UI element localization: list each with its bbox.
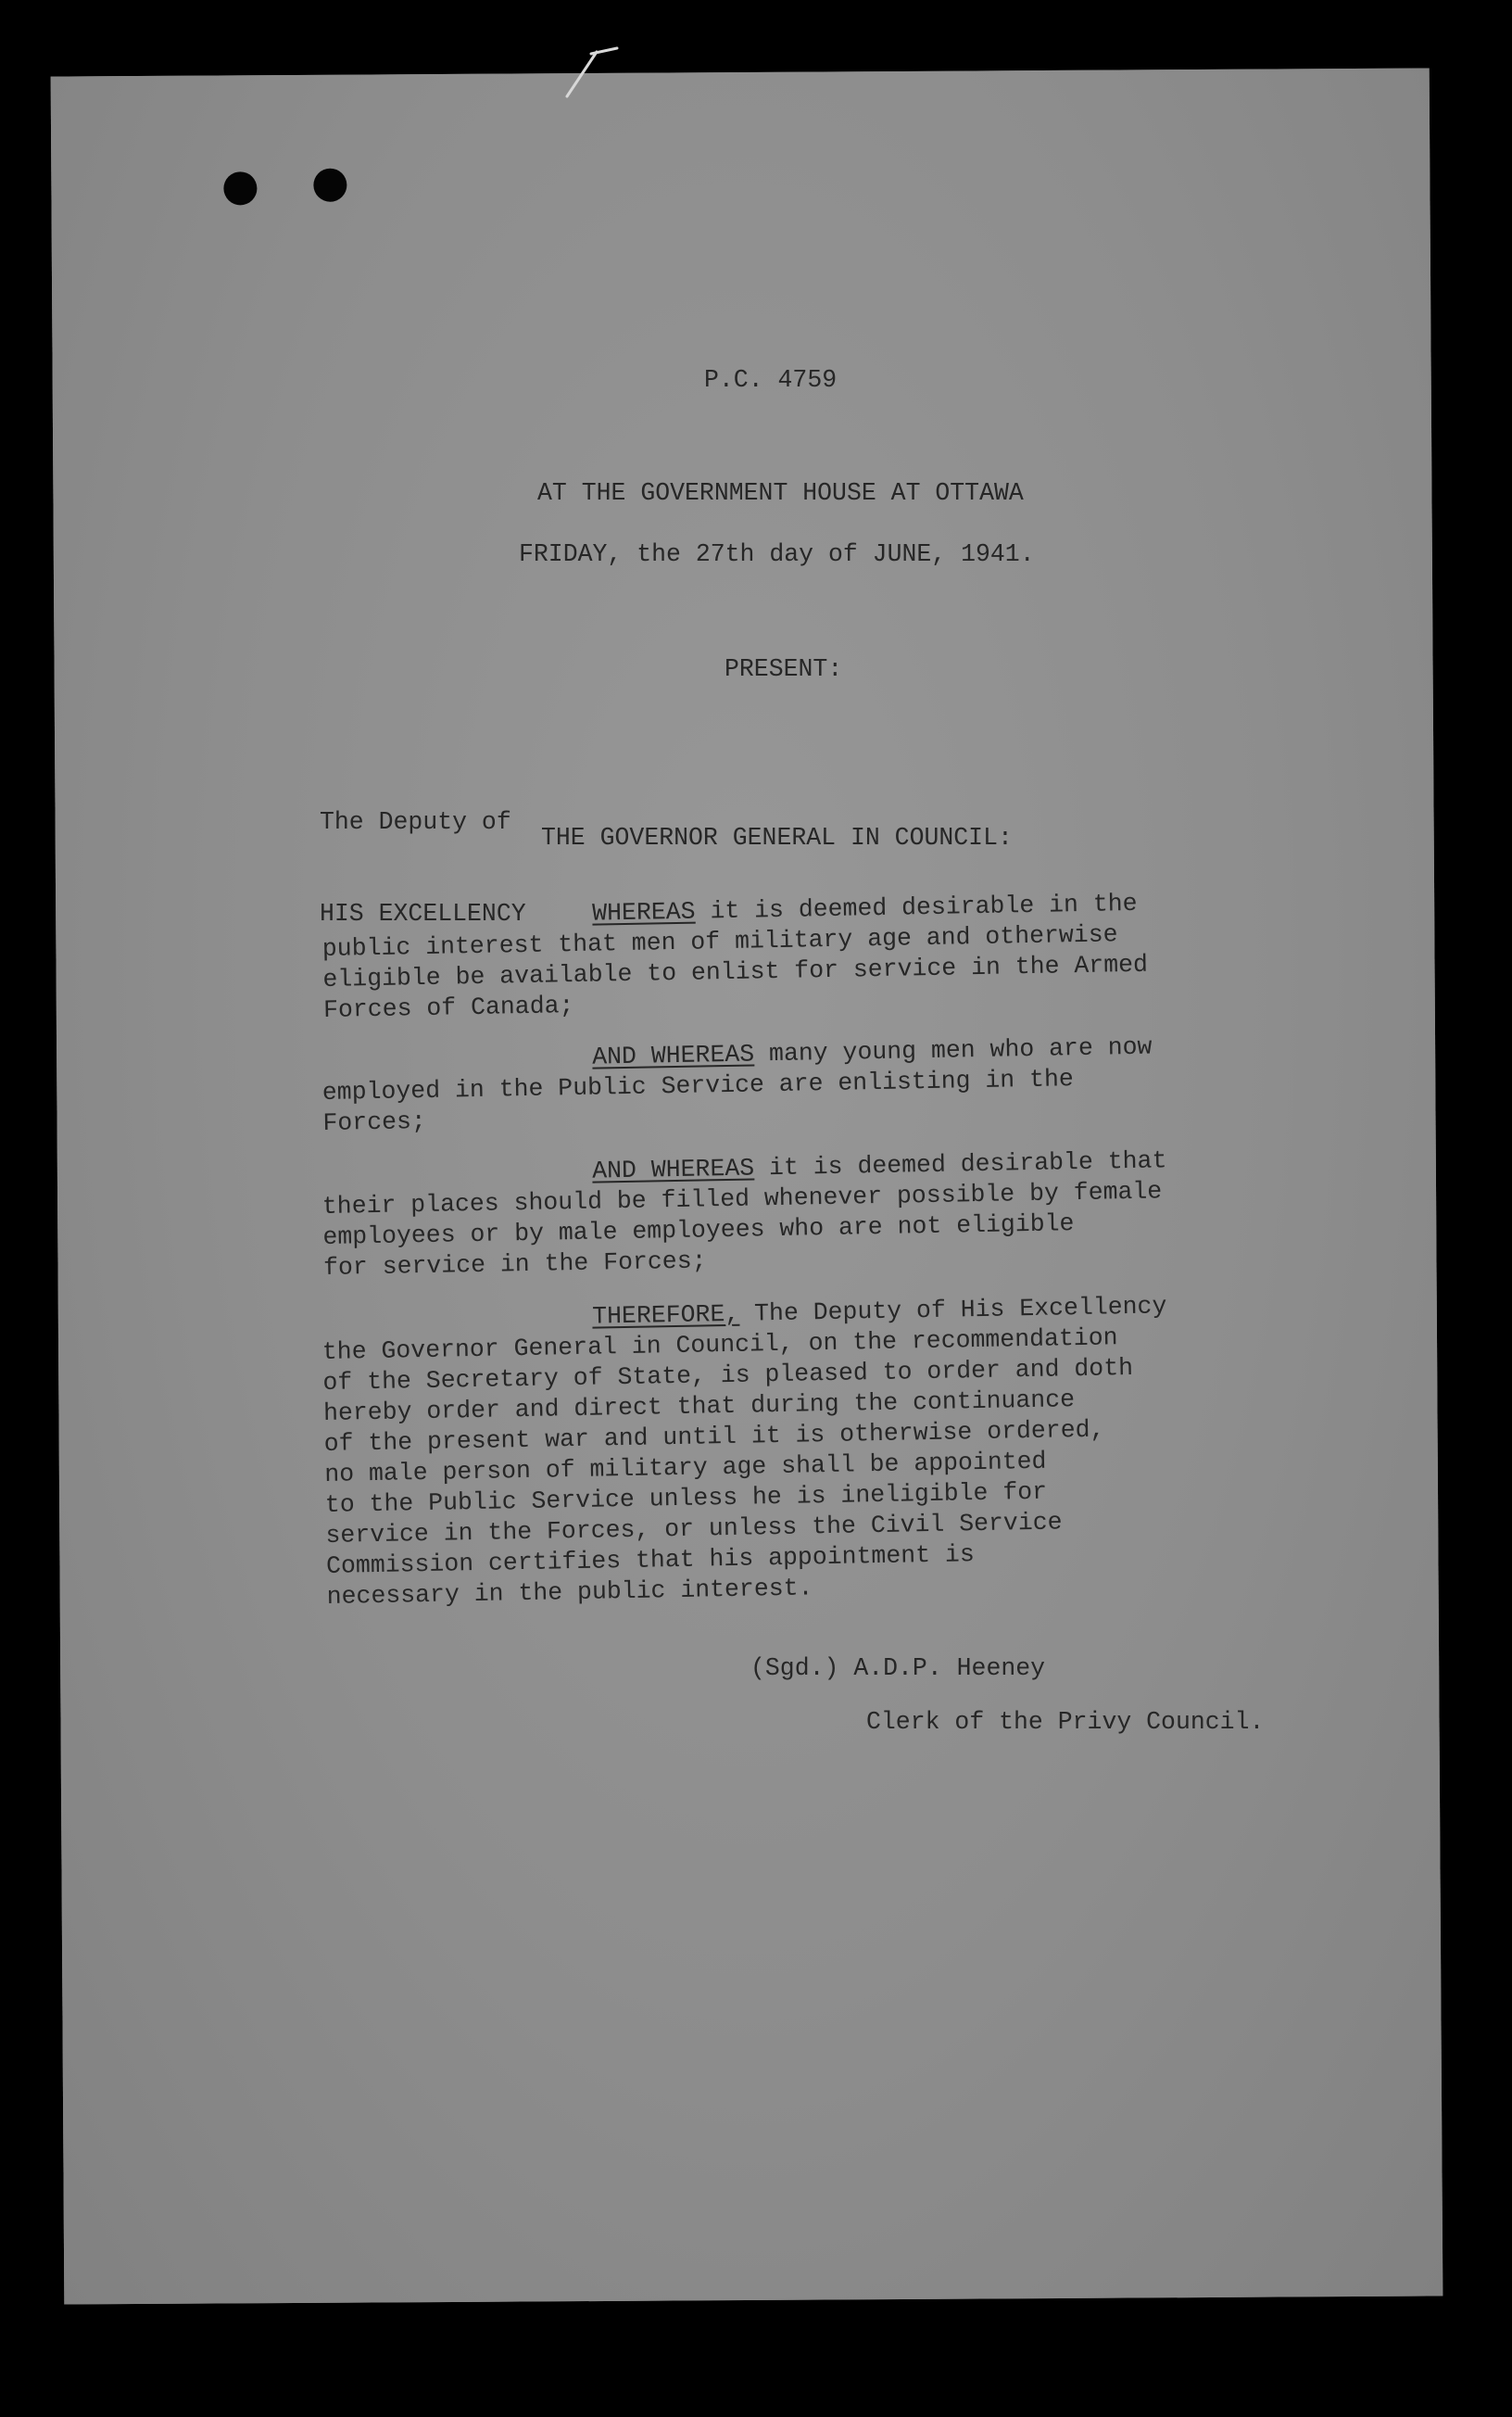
- governor-line: THE GOVERNOR GENERAL IN COUNCIL:: [541, 824, 1013, 852]
- paragraph-whereas: [321, 886, 1296, 1026]
- paragraph-lead: AND WHEREAS: [591, 1040, 755, 1071]
- paragraph-body: it is deemed desirable in the public interest that men of military age and otherwise eligible be available to enlist for service in the Armed Forces of Canada;: [321, 889, 1149, 1024]
- paragraph-lead: WHEREAS: [591, 897, 696, 928]
- addressee-line: HIS EXCELLENCY: [320, 900, 526, 928]
- paragraph-body: The Deputy of His Excellency the Governor General in Council, on the recommendation of the Secretary of State, is pleased to order and doth hereby order and direct that during the continuance of the present war and until it is otherwise ordered, no male person of military age shall be appointed to the Public Service unless he is ineligible for service in the Forces, or unless the Civil Service Commission certifies that his appointment is necessary in the public interest.: [321, 1292, 1167, 1611]
- present-heading: PRESENT:: [724, 655, 843, 683]
- paragraph-therefore: [321, 1289, 1300, 1613]
- paragraph-body: many young men who are now employed in the Public Service are enlisting in the Forces;: [321, 1032, 1153, 1137]
- paragraph-and-whereas: [321, 1144, 1296, 1284]
- signatory-title: Clerk of the Privy Council.: [866, 1708, 1265, 1736]
- signature-line: (Sgd.) A.D.P. Heeney: [750, 1654, 1046, 1682]
- paragraph-and-whereas: [321, 1030, 1296, 1139]
- paragraph-body: it is deemed desirable that their places should be filled whenever possible by female employees or by male employees who are not eligible for service in the Forces;: [321, 1146, 1167, 1282]
- addressee-line: The Deputy of: [320, 808, 511, 836]
- location-line: AT THE GOVERNMENT HOUSE AT OTTAWA: [537, 479, 1024, 507]
- date-line: FRIDAY, the 27th day of JUNE, 1941.: [519, 540, 1035, 568]
- order-number: P.C. 4759: [704, 366, 838, 394]
- paragraph-lead: AND WHEREAS: [591, 1154, 755, 1185]
- paragraph-lead: THEREFORE,: [591, 1299, 740, 1331]
